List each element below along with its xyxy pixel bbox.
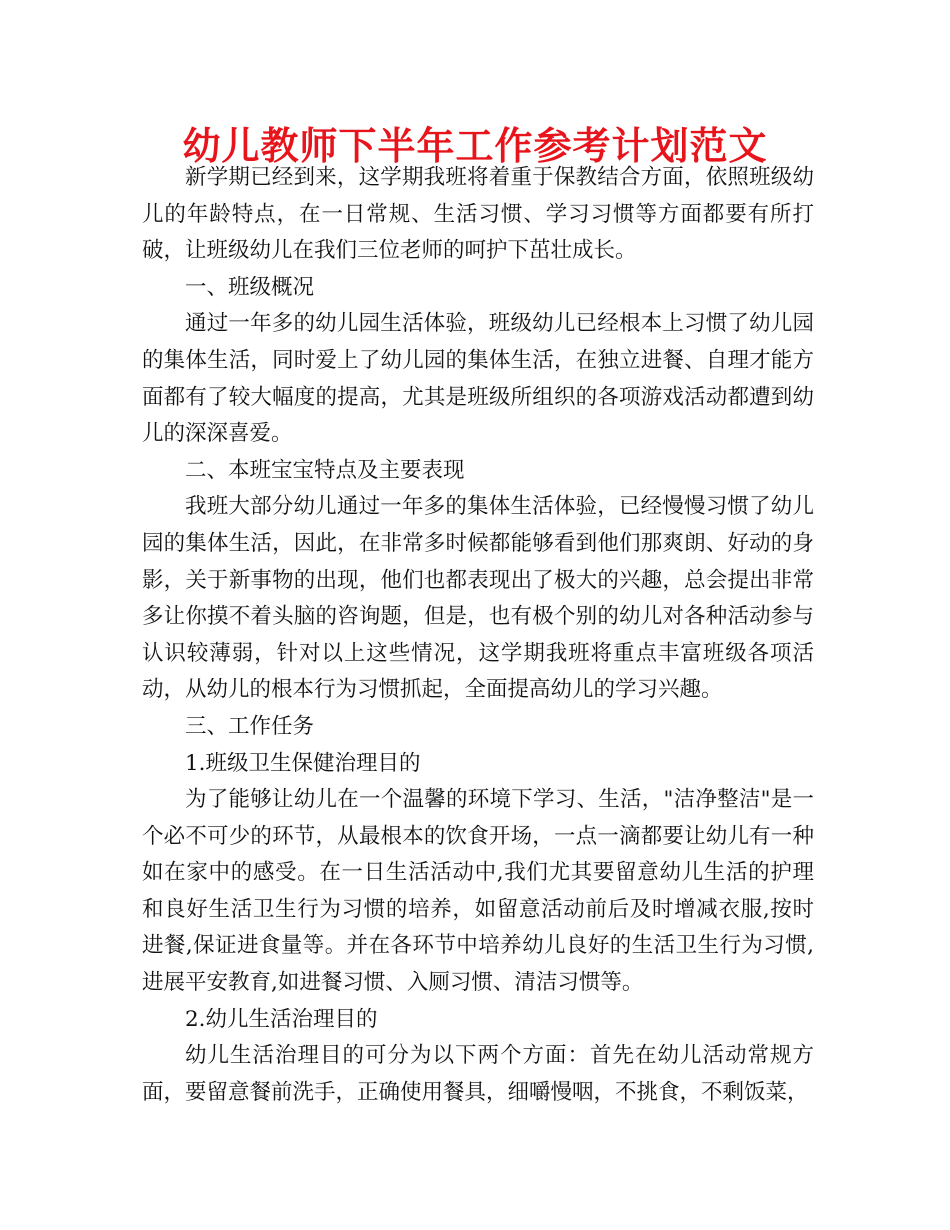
subheading-hygiene-goals: 1.班级卫生保健治理目的 xyxy=(185,750,421,776)
section-heading-child-traits: 二、本班宝宝特点及主要表现 xyxy=(185,457,465,483)
document-title: 幼儿教师下半年工作参考计划范文 xyxy=(182,124,768,168)
class-overview-paragraph: 通过一年多的幼儿园生活体验，班级幼儿已经根本上习惯了幼儿园的集体生活，同时爱上了幼儿园的集体生活，在独立进餐、自理才能方面都有了较大幅度的提高，尤其是班级所组织的各项游戏活动都遭到幼儿的深深喜爱。 xyxy=(142,311,814,447)
intro-paragraph: 新学期已经到来，这学期我班将着重于保教结合方面，依照班级幼儿的年龄特点，在一日常规、生活习惯、学习习惯等方面都要有所打破，让班级幼儿在我们三位老师的呵护下茁壮成长。 xyxy=(142,165,814,264)
life-management-paragraph: 幼儿生活治理目的可分为以下两个方面：首先在幼儿活动常规方面，要留意餐前洗手，正确使用餐具，细嚼慢咽，不挑食，不剩饭菜， xyxy=(142,1043,814,1105)
section-heading-class-overview: 一、班级概况 xyxy=(185,274,315,300)
subheading-life-management-goals: 2.幼儿生活治理目的 xyxy=(185,1006,378,1032)
hygiene-goals-paragraph: 为了能够让幼儿在一个温馨的环境下学习、生活，"洁净整洁"是一个必不可少的环节，从最根本的饮食开场，一点一滴都要让幼儿有一种如在家中的感受。在一日生活活动中,我们尤其要留意幼儿生活的护理和良好生活卫生行为习惯的培养，如留意活动前后及时增减衣服,按时进餐,保证进食量等。并在各环节中培养幼儿良好的生活卫生行为习惯,进展平安教育,如进餐习惯、入厕习惯、清洁习惯等。 xyxy=(142,787,814,996)
document-body xyxy=(142,160,814,1111)
child-traits-paragraph: 我班大部分幼儿通过一年多的集体生活体验，已经慢慢习惯了幼儿园的集体生活，因此，在非常多时候都能够看到他们那爽朗、好动的身影，关于新事物的出现，他们也都表现出了极大的兴趣，总会提出非常多让你摸不着头脑的咨询题，但是，也有极个别的幼儿对各种活动参与认识较薄弱，针对以上这些情况，这学期我班将重点丰富班级各项活动，从幼儿的根本行为习惯抓起，全面提高幼儿的学习兴趣。 xyxy=(142,494,814,703)
section-heading-work-tasks: 三、工作任务 xyxy=(185,713,315,739)
